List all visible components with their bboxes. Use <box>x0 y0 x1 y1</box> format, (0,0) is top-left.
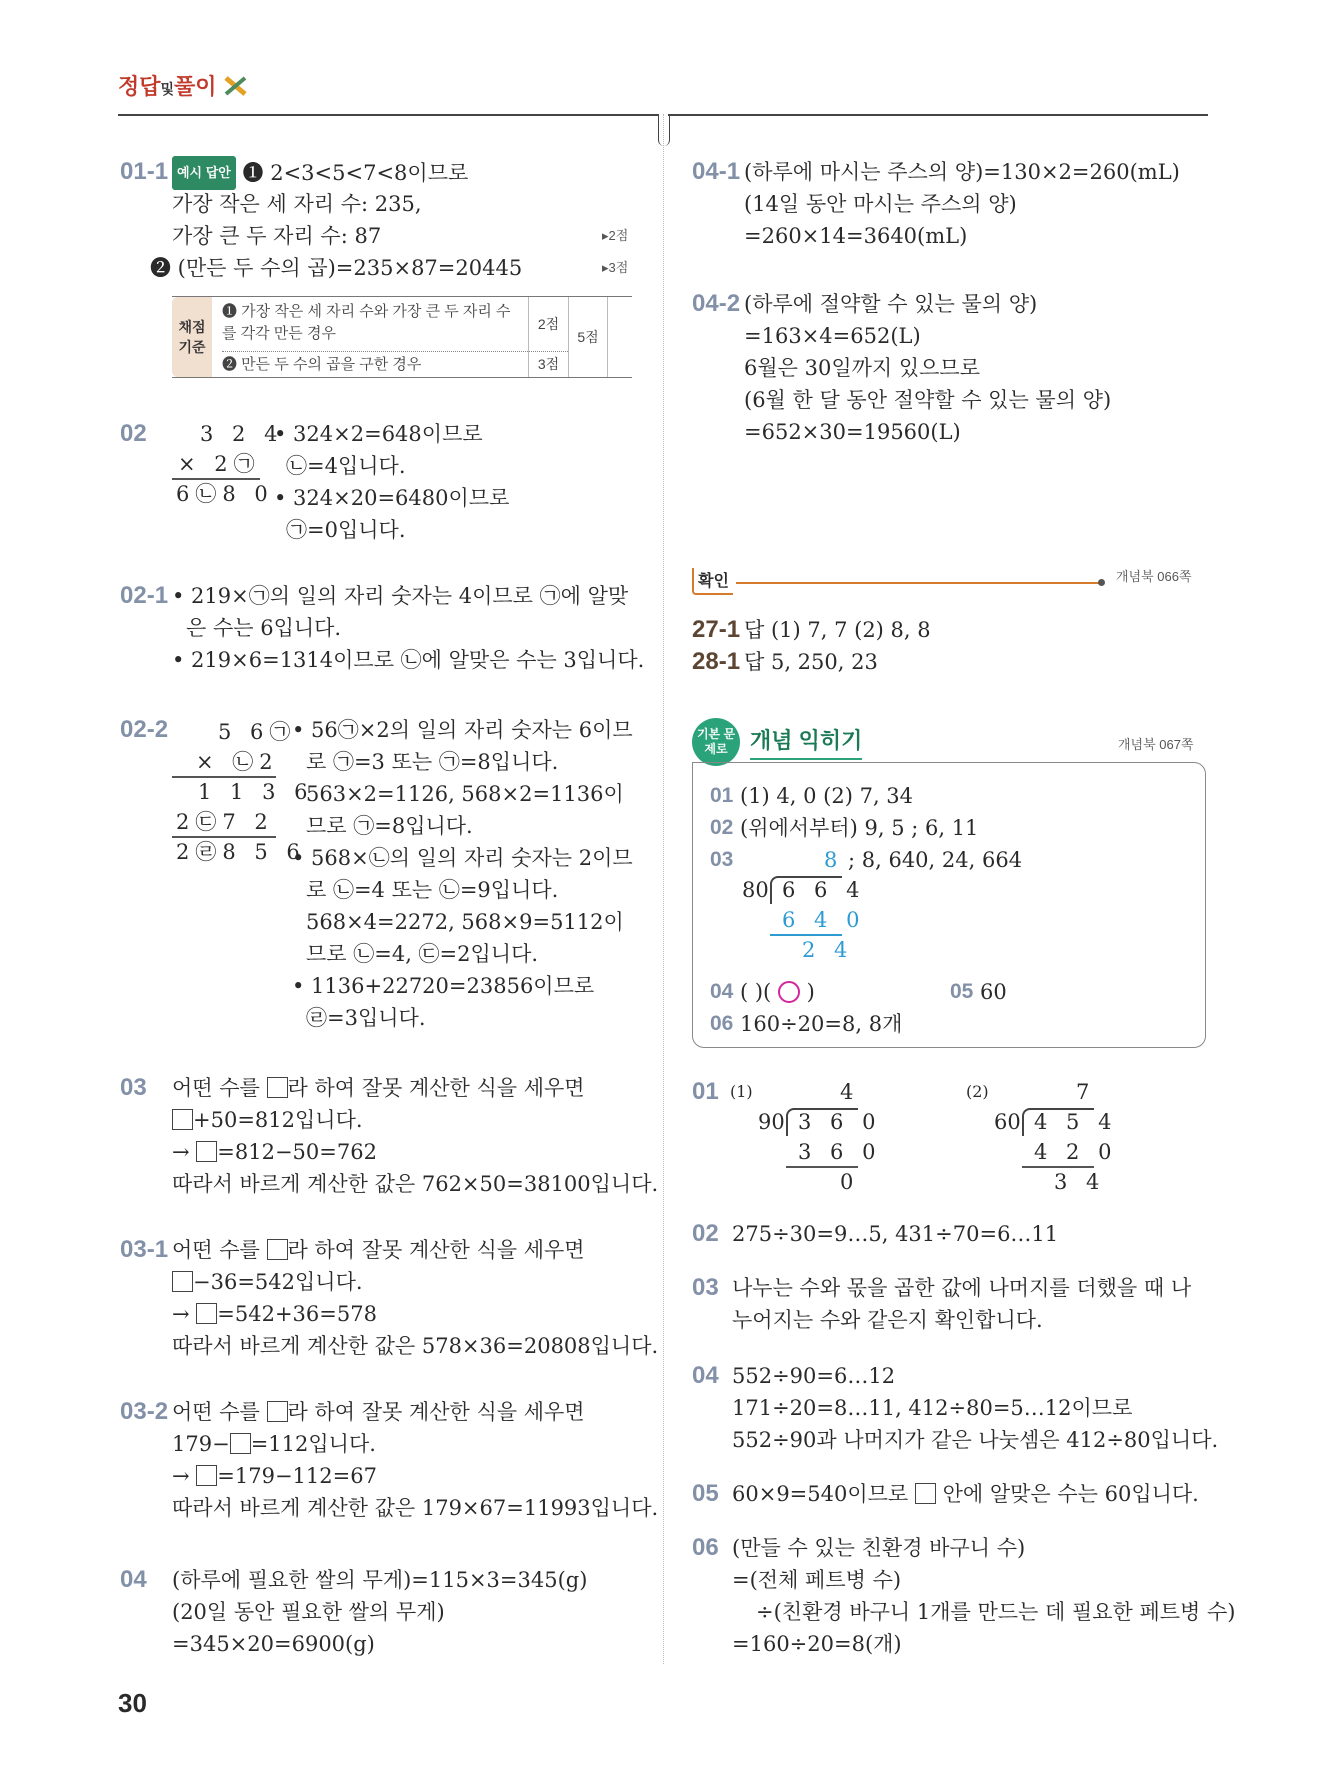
rubric-divider <box>222 351 568 352</box>
r-q04-line3: 552÷90과 나머지가 같은 나눗셈은 412÷80입니다. <box>732 1428 1219 1452</box>
concept-a05: 60 <box>980 980 1007 1004</box>
r-q01-part1-label: (1) <box>730 1082 753 1101</box>
r-q04-1-number: 04-1 <box>692 158 741 185</box>
r-q05-number: 05 <box>692 1480 719 1507</box>
r-q05-line1: 60×9=540이므로 안에 알맞은 수는 60입니다. <box>732 1482 1199 1506</box>
blank-box <box>230 1433 251 1454</box>
r-q04-2-line1: (하루에 절약할 수 있는 물의 양) <box>744 292 1038 316</box>
q03-1-line2: −36=542입니다. <box>172 1266 363 1298</box>
q04-number: 04 <box>120 1566 147 1593</box>
r-q01-part1-remainder: 0 <box>840 1170 854 1194</box>
q02-2-calc5: 2㉣8 5 6 <box>176 840 306 864</box>
rubric-table <box>172 296 632 378</box>
q01-1-line2: 가장 작은 세 자리 수: 235, <box>172 192 422 216</box>
r-q03-number: 03 <box>692 1274 719 1301</box>
r-q04-2-line4: (6월 한 달 동안 절약할 수 있는 물의 양) <box>744 388 1112 412</box>
concept-a04-number: 04 <box>710 980 734 1003</box>
q02-2-calc1: 5 6㉠ <box>218 720 297 744</box>
r-q02-line1: 275÷30=9…5, 431÷70=6…11 <box>732 1222 1059 1246</box>
concept-a02-number: 02 <box>710 816 734 839</box>
rubric-row2: ❷ 만든 두 수의 곱을 구한 경우 <box>222 356 422 373</box>
concept-a03: ; 8, 640, 24, 664 <box>848 848 1023 872</box>
concept-a06-number: 06 <box>710 1012 734 1035</box>
blank-box <box>267 1077 288 1098</box>
r-q01-part2-divisor: 60 <box>994 1110 1021 1134</box>
q03-line2: +50=812입니다. <box>172 1104 363 1136</box>
rubric-row1: ❶ 가장 작은 세 자리 수와 가장 큰 두 자리 수를 각각 만든 경우 <box>222 303 511 342</box>
q01-1-number: 01-1 <box>120 158 169 185</box>
q03-2-line4: 따라서 바르게 계산한 값은 179×67=11993입니다. <box>172 1496 659 1520</box>
pencil-ruler-icon <box>223 75 249 97</box>
r-q01-part2-remainder: 3 4 <box>1054 1170 1106 1194</box>
blank-box <box>267 1401 288 1422</box>
check-reference: 개념북 066쪽 <box>1116 569 1192 584</box>
r-q03-line1: 나누는 수와 몫을 곱한 값에 나머지를 더했을 때 나 <box>732 1276 1192 1300</box>
q02-2-line9: • 1136+22720=23856이므로 <box>292 974 595 998</box>
q02-2-line8: 므로 ㉡=4, ㉢=2입니다. <box>306 942 539 966</box>
check-section-label: 확인 <box>692 568 733 595</box>
q03-1-line1: 어떤 수를 라 하여 잘못 계산한 식을 세우면 <box>172 1238 585 1262</box>
concept-title: 개념 익히기 <box>750 724 862 760</box>
r-q06-number: 06 <box>692 1534 719 1561</box>
q02-calc2: × 2㉠ <box>178 452 261 476</box>
q02-2-line3: 563×2=1126, 568×2=1136이 <box>306 782 624 806</box>
q02-2-number: 02-2 <box>120 716 169 743</box>
q01-1-point2: ▸3점 <box>602 260 629 275</box>
q02-2-line10: ㉣=3입니다. <box>306 1006 426 1030</box>
r-q01-part1-subtract: 3 6 0 <box>798 1140 882 1164</box>
q02-2-line2: 로 ㉠=3 또는 ㉠=8입니다. <box>306 750 559 774</box>
r-q01-part1-dividend: 3 6 0 <box>798 1110 882 1134</box>
q03-1-number: 03-1 <box>120 1236 169 1263</box>
concept-a01-number: 01 <box>710 784 734 807</box>
concept-a05-number: 05 <box>950 980 974 1003</box>
q02-2-line6: 로 ㉡=4 또는 ㉡=9입니다. <box>306 878 559 902</box>
q02-calc3: 6㉡8 0 <box>176 482 274 506</box>
q02-number: 02 <box>120 420 147 447</box>
q02-2-calc4: 2㉢7 2 <box>176 810 274 834</box>
q01-1-line3: 가장 큰 두 자리 수: 87 <box>172 224 382 248</box>
blank-box <box>267 1239 288 1260</box>
r-q06-line2: =(전체 페트병 수) <box>732 1568 902 1592</box>
q03-2-line3: → =179−112=67 <box>172 1464 377 1488</box>
q02-2-calc3: 1 1 3 6 <box>198 780 314 804</box>
q01-1-line1: 예시 답안 ❶ 2<3<5<7<8이므로 <box>172 156 468 190</box>
q04-line1: (하루에 필요한 쌀의 무게)=115×3=345(g) <box>172 1568 588 1592</box>
q02-1-line3: • 219×6=1314이므로 ㉡에 알맞은 수는 3입니다. <box>172 648 645 672</box>
r-q04-2-line3: 6월은 30일까지 있으므로 <box>744 356 981 380</box>
q03-line1: 어떤 수를 라 하여 잘못 계산한 식을 세우면 <box>172 1076 585 1100</box>
q04-line3: =345×20=6900(g) <box>172 1632 375 1656</box>
example-answer-tag: 예시 답안 <box>172 156 236 190</box>
q01-1-line4: ❷ (만든 두 수의 곱)=235×87=20445 <box>150 256 523 280</box>
page-header-title: 정답및풀이 <box>118 70 249 101</box>
r-q06-line3: ÷(친환경 바구니 1개를 만드는 데 필요한 페트병 수) <box>756 1600 1236 1624</box>
concept-a02: (위에서부터) 9, 5 ; 6, 11 <box>740 816 979 840</box>
r-q04-2-line5: =652×30=19560(L) <box>744 420 961 444</box>
rubric-row1-point: 2점 <box>528 297 568 351</box>
concept-reference: 개념북 067쪽 <box>1118 737 1194 752</box>
q02-b1: • 324×2=648이므로 <box>274 422 483 446</box>
blank-box <box>172 1271 193 1292</box>
q02-1-line1: • 219×㉠의 일의 자리 숫자는 4이므로 ㉠에 알맞 <box>172 584 629 608</box>
concept-a03-number: 03 <box>710 848 734 871</box>
r-q04-line1: 552÷90=6…12 <box>732 1364 896 1388</box>
q03-1-line4: 따라서 바르게 계산한 값은 578×36=20808입니다. <box>172 1334 659 1358</box>
q03-number: 03 <box>120 1074 147 1101</box>
q02-2-line5: • 568×㉡의 일의 자리 숫자는 2이므 <box>292 846 633 870</box>
r-q04-1-line1: (하루에 마시는 주스의 양)=130×2=260(mL) <box>744 160 1180 184</box>
q03-line3: → =812−50=762 <box>172 1140 377 1164</box>
concept-division-dividend: 6 6 4 <box>782 878 866 902</box>
rubric-row2-point: 3점 <box>528 351 568 377</box>
r-q02-number: 02 <box>692 1220 719 1247</box>
rubric-label: 채점 기준 <box>172 297 212 377</box>
divider-notch <box>658 114 670 146</box>
column-divider <box>663 114 664 1664</box>
r-q04-1-line3: =260×14=3640(mL) <box>744 224 968 248</box>
header-rule-right <box>668 114 1208 116</box>
q02-b4: ㉠=0입니다. <box>286 518 406 542</box>
q02-calc1: 3 2 4 <box>200 422 284 446</box>
concept-badge: 기본 문제로 <box>692 718 740 766</box>
page-number: 30 <box>118 1688 147 1718</box>
check-answer1-number: 27-1 <box>692 616 741 643</box>
r-q06-line1: (만들 수 있는 친환경 바구니 수) <box>732 1536 1026 1560</box>
q02-b3: • 324×20=6480이므로 <box>274 486 510 510</box>
r-q04-1-line2: (14일 동안 마시는 주스의 양) <box>744 192 1017 216</box>
q04-line2: (20일 동안 필요한 쌀의 무게) <box>172 1600 445 1624</box>
r-q01-part1-quotient: 4 <box>840 1080 854 1104</box>
blank-box <box>172 1109 193 1130</box>
check-answer1: 답 (1) 7, 7 (2) 8, 8 <box>744 618 931 642</box>
circle-mark-icon <box>778 981 800 1003</box>
q02-1-number: 02-1 <box>120 582 169 609</box>
q03-2-number: 03-2 <box>120 1398 169 1425</box>
r-q04-2-number: 04-2 <box>692 290 741 317</box>
check-answer2: 답 5, 250, 23 <box>744 650 878 674</box>
concept-division-divisor: 80 <box>742 878 769 902</box>
q03-line4: 따라서 바르게 계산한 값은 762×50=38100입니다. <box>172 1172 659 1196</box>
check-rule <box>736 582 1100 584</box>
concept-division-subtract: 6 4 0 <box>782 908 866 932</box>
q02-b2: ㉡=4입니다. <box>286 454 406 478</box>
q02-2-line4: 므로 ㉠=8입니다. <box>306 814 473 838</box>
blank-box <box>915 1483 936 1504</box>
q03-2-line2: 179− =112입니다. <box>172 1432 376 1456</box>
r-q04-number: 04 <box>692 1362 719 1389</box>
q01-1-point: ▸2점 <box>602 228 629 243</box>
concept-division-quotient: 8 <box>824 848 838 872</box>
concept-a01: (1) 4, 0 (2) 7, 34 <box>740 784 914 808</box>
rubric-total: 5점 <box>568 297 608 377</box>
check-answer2-number: 28-1 <box>692 648 741 675</box>
r-q01-part1-divisor: 90 <box>758 1110 785 1134</box>
r-q01-part2-quotient: 7 <box>1076 1080 1090 1104</box>
q02-2-line7: 568×4=2272, 568×9=5112이 <box>306 910 624 934</box>
r-q03-line2: 누어지는 수와 같은지 확인합니다. <box>732 1308 1043 1332</box>
r-q06-line4: =160÷20=8(개) <box>732 1632 902 1656</box>
q03-2-line1: 어떤 수를 라 하여 잘못 계산한 식을 세우면 <box>172 1400 585 1424</box>
blank-box <box>196 1141 217 1162</box>
q03-1-line3: → =542+36=578 <box>172 1302 377 1326</box>
concept-a06: 160÷20=8, 8개 <box>740 1012 903 1036</box>
concept-a04: ( )( ) <box>740 980 815 1004</box>
check-rule-dot <box>1098 579 1105 586</box>
r-q01-number: 01 <box>692 1078 719 1105</box>
q02-2-calc2: × ㉡2 <box>196 750 279 774</box>
blank-box <box>196 1303 217 1324</box>
concept-division-remainder: 2 4 <box>802 938 854 962</box>
q02-2-line1: • 56㉠×2의 일의 자리 숫자는 6이므 <box>292 718 633 742</box>
r-q01-part2-label: (2) <box>966 1082 989 1101</box>
r-q01-part2-dividend: 4 5 4 <box>1034 1110 1118 1134</box>
r-q01-part2-subtract: 4 2 0 <box>1034 1140 1118 1164</box>
blank-box <box>196 1465 217 1486</box>
r-q04-2-line2: =163×4=652(L) <box>744 324 921 348</box>
header-rule-left <box>118 114 658 116</box>
r-q04-line2: 171÷20=8…11, 412÷80=5…12이므로 <box>732 1396 1133 1420</box>
q02-1-line2: 은 수는 6입니다. <box>186 616 342 640</box>
